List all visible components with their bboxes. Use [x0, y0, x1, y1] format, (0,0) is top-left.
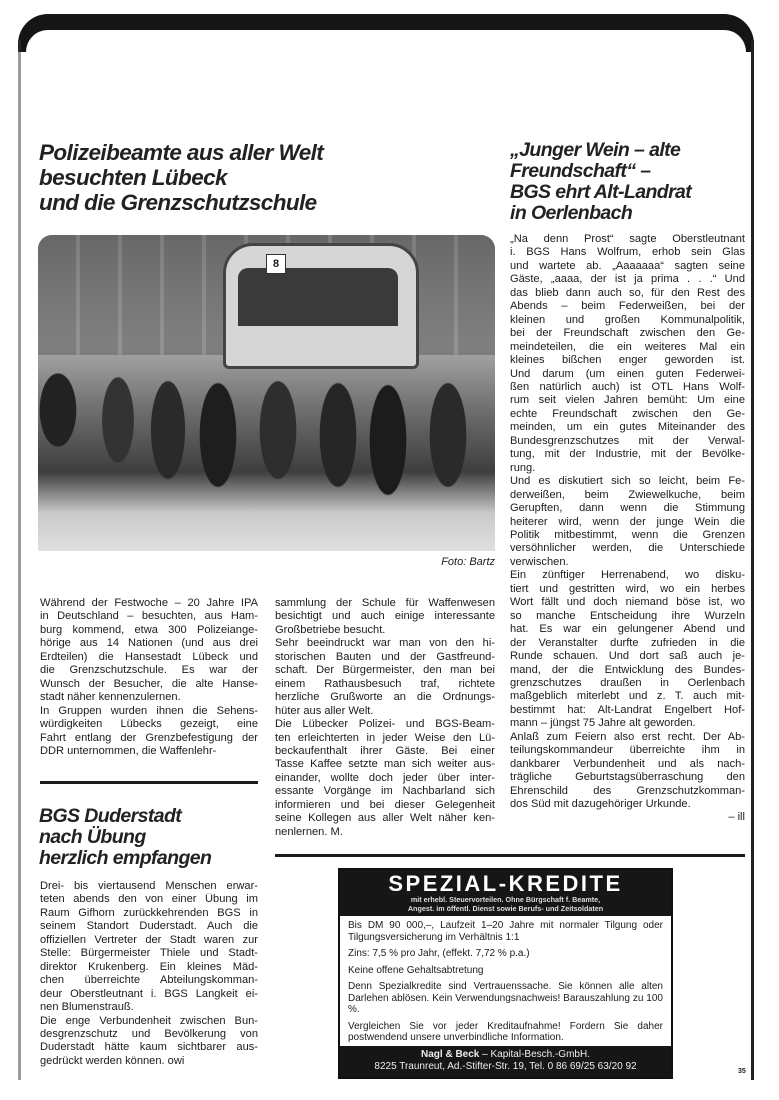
text-line: dos Süd mit dazugehöriger Urkunde. — [510, 798, 691, 811]
headline-line: „Junger Wein – alte — [510, 139, 681, 161]
headline-line: Polizeibeamte aus aller Welt — [39, 140, 324, 165]
text-line: derweißen, beim Zwiewelkuche, beim — [510, 488, 745, 501]
text-line: ßen natürlich auch) ist OTL Hans Wolf- — [510, 380, 745, 393]
text-line: burg kommend, etwa 300 Polizeiange- — [40, 623, 258, 636]
text-line: mand, der die Entwicklung des Bundes- — [510, 663, 745, 676]
headline-line: BGS Duderstadt — [39, 805, 182, 827]
text-line: Gerupften, dann wenn die Stimmung — [510, 502, 745, 515]
text-line: Gäste, „aaaa, der ist ja prima . . .“ Und — [510, 273, 745, 286]
text-line: hörige aus 14 Nationen (und aus drei — [40, 637, 258, 650]
text-line: hat. Es war ein gelungener Abend und — [510, 623, 745, 636]
text-line: besichtigt und auch einige interessante — [275, 610, 495, 623]
text-line: tung, mit der Industrie, mit der Bevölke- — [510, 448, 745, 461]
ad-paragraph: Vergleichen Sie vor jeder Kreditaufnahme! Fordern Sie daher postwendend unsere unverbindliche Information. — [348, 1020, 663, 1043]
text-line: bei der Freundschaft zwischen den Ge- — [510, 327, 745, 340]
ad-body — [340, 916, 671, 1044]
text-line: meinden, um ein gutes Miteinander des — [510, 421, 745, 434]
page-number: 35 — [738, 1068, 746, 1075]
text-line: einem Rathausbesuch traf, richtete — [275, 677, 495, 690]
text-line: trägliche Geburtstagsüberraschung den — [510, 771, 745, 784]
main-article-column-1 — [40, 597, 258, 758]
text-line: versöhnlicher werden, die Unterschiede — [510, 542, 745, 555]
bus-windshield — [238, 268, 398, 326]
text-line: rum seit vielen Jahren bemüht: Um eine — [510, 394, 745, 407]
text-line: einander, wollte doch jeder über inter- — [275, 771, 495, 784]
text-line: Politik mitbestimmt, wenn die Grenzen — [510, 528, 745, 541]
text-line: Stelle: Bürgermeister Thiele und Stadt- — [40, 947, 258, 960]
text-line: echte Freundschaft zwischen den Ge- — [510, 407, 745, 420]
text-line: Ein zünftiger Herrenabend, wo disku- — [510, 569, 745, 582]
text-line: desgrenzschutz und Bevölkerung von — [40, 1027, 258, 1040]
text-line: in Deutschland – besuchten, aus Ham- — [40, 610, 258, 623]
text-line: die Grenzschutzschule. Es war der — [40, 664, 258, 677]
bgs-article-text — [40, 880, 258, 1068]
text-line: so manche Entscheidung ihre Wurzeln — [510, 609, 745, 622]
text-line: i. BGS Hans Wolfrum, erhob sein Glas — [510, 246, 745, 259]
text-line: seine Kollegen aus aller Welt näher ken- — [275, 812, 495, 825]
text-line: Die enge Verbundenheit zwischen Bun- — [40, 1014, 258, 1027]
text-line: In Gruppen wurden ihnen die Sehens- — [40, 704, 258, 717]
text-line: herzliche Grußworte an die Ordnungs- — [275, 691, 495, 704]
ad-title: SPEZIAL-KREDITE — [388, 871, 623, 896]
text-line: seinem Standort Duderstadt. Auch die — [40, 920, 258, 933]
text-line: storischen Bauten und der Gastfreund- — [275, 650, 495, 663]
text-line: Anlaß zum Feiern also erst recht. Der Ab- — [510, 730, 745, 743]
text-line: Wunsch der Besucher, die alte Hanse- — [40, 677, 258, 690]
ad-paragraph: Denn Spezialkredite sind Vertrauenssache. Sie können alle alten Darlehen ablösen. Kein Verwendungsnachweis! Barauszahlung zu 100 %. — [348, 981, 663, 1015]
column-divider-rule — [40, 781, 258, 784]
section-divider-rule — [275, 854, 745, 857]
text-line: kleinen und großen Kommunalpolitik, — [510, 313, 745, 326]
right-headline — [510, 140, 691, 224]
page-frame-right — [751, 40, 754, 1080]
text-line: Erdteilen) die Hansestadt Lübeck und — [40, 650, 258, 663]
photo-caption: Foto: Bartz — [441, 556, 495, 568]
text-line: Während der Festwoche – 20 Jahre IPA — [40, 597, 258, 609]
ad-subtitle: Angest. im öffentl. Dienst sowie Berufs- und Zeitsoldaten — [407, 903, 604, 913]
text-line: der Veranstalter durfte zufrieden in die — [510, 636, 745, 649]
main-article-column-2 — [275, 597, 495, 839]
advertisement-spezial-kredite — [338, 868, 673, 1079]
main-headline — [39, 140, 323, 215]
headline-line: herzlich empfangen — [39, 847, 212, 869]
text-line: Wort fällt und doch niemand böse ist, wo — [510, 596, 745, 609]
text-line: nenlernen. M. — [275, 825, 343, 838]
headline-line: und die Grenzschutzschule — [39, 190, 317, 215]
headline-line: besuchten Lübeck — [39, 165, 227, 190]
text-line: rung. — [510, 461, 536, 474]
text-line: maßgeblich miterlebt und z. T. auch mit- — [510, 690, 745, 703]
page-frame-left — [18, 40, 21, 1080]
ad-paragraph: Bis DM 90 000,–, Laufzeit 1–20 Jahre mit normaler Tilgung oder Tilgungsversicherung im Verhältnis 1:1 — [348, 920, 663, 943]
text-line: „Na denn Prost“ sagte Oberstleutnant — [510, 233, 745, 245]
text-line: Sehr beeindruckt war man von den hi- — [275, 637, 495, 650]
text-line: Und darum (um einen guten Federwei- — [510, 367, 745, 380]
author-signature: – ill — [728, 811, 745, 824]
text-line: und wartete ab. „Aaaaaaa“ sagten seine — [510, 259, 745, 272]
text-line: Die Lübecker Polizei- und BGS-Beam- — [275, 718, 495, 731]
photo-crowd — [38, 340, 495, 520]
text-line: deur Oberstleutnant i. BGS Langkeit ei- — [40, 987, 258, 1000]
text-line: würdigkeiten Lübecks gezeigt, eine — [40, 718, 258, 731]
text-line: informieren und bei dieser Gelegenheit — [275, 798, 495, 811]
bus-number-sign: 8 — [266, 254, 286, 274]
ad-paragraph: Zins: 7,5 % pro Jahr, (effekt. 7,72 % p.a.) — [348, 948, 530, 959]
text-line: tiert und gestritten wird, wo ein herbes — [510, 582, 745, 595]
text-line: Runde schauen. Und dort saß auch je- — [510, 650, 745, 663]
text-line: verwischen. — [510, 555, 569, 568]
text-line: Fahrt entlang der Grenzbefestigung der — [40, 731, 258, 744]
ad-footer — [340, 1046, 671, 1077]
text-line: bestimmt hat: Alt-Landrat Engelbert Hof- — [510, 703, 745, 716]
text-line: teten abends den von einer Übung im — [40, 893, 258, 906]
text-line: Raum Gifhorn zurückkehrenden BGS in — [40, 906, 258, 919]
bgs-headline — [39, 806, 211, 869]
text-line: das blieb dann auch so, für den Rest des — [510, 286, 745, 299]
text-line: ten erleichterten in jeder Weise den Lü- — [275, 731, 495, 744]
text-line: stadt näher kennenzulernen. — [40, 691, 181, 704]
text-line: Großbetriebe besucht. — [275, 623, 386, 636]
text-line: offiziellen Vertreter der Stadt waren zur — [40, 933, 258, 946]
text-line: gedrückt werden können. owi — [40, 1054, 185, 1067]
text-line: sammlung der Schule für Waffenwesen — [275, 597, 495, 609]
text-line: heiterer wird, wenn der junge Wein die — [510, 515, 745, 528]
text-line: beckaufenthalt ihrer Gäste. Bei einer — [275, 744, 495, 757]
headline-line: in Oerlenbach — [510, 202, 633, 224]
text-line: mann – jüngst 75 Jahre alt geworden. — [510, 717, 696, 730]
text-line: essante Vorgänge im Nachbarland sich — [275, 785, 495, 798]
text-line: Bundesgrenzschutzes mit der Verwal- — [510, 434, 745, 447]
ad-company-name: Nagl & Beck — [421, 1049, 480, 1060]
text-line: nen Blumenstrauß. — [40, 1001, 134, 1014]
text-line: Duderstadt hätte kaum sichtbarer aus- — [40, 1041, 258, 1054]
headline-line: nach Übung — [39, 826, 146, 848]
text-line: hüter aus aller Welt. — [275, 704, 374, 717]
ad-subtitle: mit erhebl. Steuervorteilen. Ohne Bürgschaft f. Beamte, — [410, 895, 601, 904]
text-line: teilungskommandeur überreichte ihm in — [510, 744, 745, 757]
group-photo — [38, 235, 495, 551]
text-line: DDR unternommen, die Waffenlehr- — [40, 744, 217, 757]
text-line: chen überreichte Abteilungskomman- — [40, 974, 258, 987]
text-line: schaft. Der Bürgermeister, den man bei — [275, 664, 495, 677]
ad-address: 8225 Traunreut, Ad.-Stifter-Str. 19, Tel. 0 86 69/25 63/20 92 — [374, 1061, 637, 1072]
text-line: direktor Krukenberg. Ein kleines Mäd- — [40, 960, 258, 973]
ad-header — [340, 870, 671, 916]
right-article-text — [510, 233, 745, 825]
ad-paragraph: Keine offene Gehaltsabtretung — [348, 964, 484, 976]
text-line: grenzschutzes draußen in Oerlenbach — [510, 676, 745, 689]
text-line: Tasse Kaffee setzte man sich weiter aus- — [275, 758, 495, 771]
text-line: Abends – beim Federweißen, bei der — [510, 300, 745, 313]
page-frame-inner — [26, 30, 746, 70]
text-line: kleines bißchen enger geworden ist. — [510, 354, 745, 367]
text-line: meindeteilen, die ein weiteres Mal ein — [510, 340, 745, 353]
headline-line: BGS ehrt Alt-Landrat — [510, 181, 692, 203]
text-line: Drei- bis viertausend Menschen erwar- — [40, 880, 258, 892]
text-line: dankbarer Verbundenheit und als nach- — [510, 757, 745, 770]
headline-line: Freundschaft“ – — [510, 160, 651, 182]
text-line: Ehrenschild des Grenzschutzkomman- — [510, 784, 745, 797]
ad-company-type: – Kapital-Besch.-GmbH. — [479, 1049, 590, 1060]
text-line: Und es diskutiert sich so leicht, beim Fe- — [510, 475, 745, 488]
